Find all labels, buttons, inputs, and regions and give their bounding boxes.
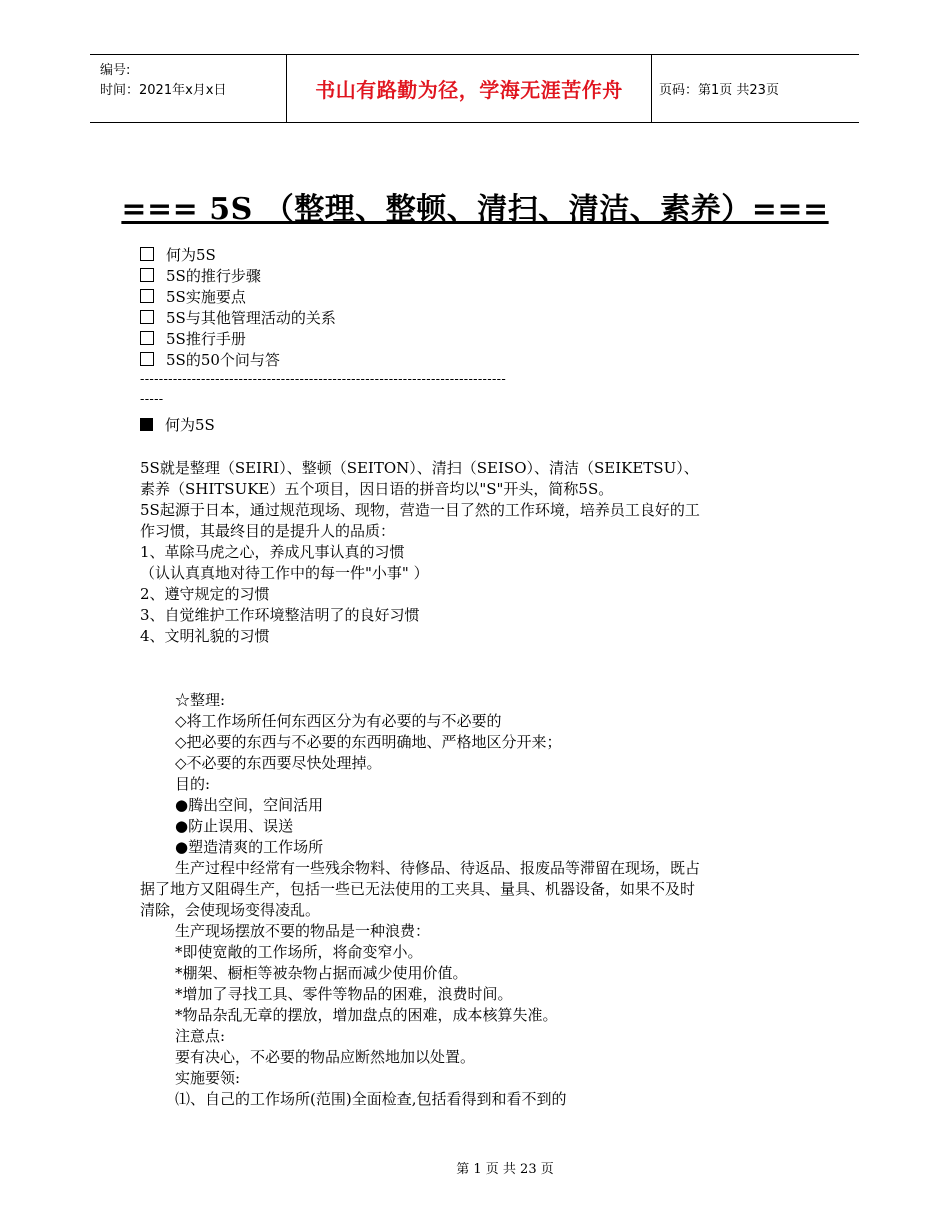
intro-line: 4、文明礼貌的习惯 <box>140 627 270 645</box>
impl-label: 实施要领: <box>175 1069 241 1087</box>
intro-line: （认认真真地对待工作中的每一件"小事" ） <box>140 564 429 582</box>
checkbox-icon <box>140 289 154 303</box>
toc-item[interactable]: 5S与其他管理活动的关系 <box>140 308 336 328</box>
time-label: 时间：2021年x月x日 <box>100 83 227 98</box>
seiri-point: ◇把必要的东西与不必要的东西明确地、严格地区分开来； <box>175 733 562 751</box>
purpose-label: 目的: <box>175 775 211 793</box>
intro-line: 5S就是整理（SEIRI）、整顿（SEITON）、清扫（SEISO）、清洁（SEIKETSU）、 <box>140 459 699 477</box>
divider-line: ------------------------------------------------------------------------------ <box>140 372 507 387</box>
waste-intro: 生产现场摆放不要的物品是一种浪费： <box>175 922 431 940</box>
filled-square-icon <box>140 418 153 431</box>
waste-item: *棚架、橱柜等被杂物占据而减少使用价值。 <box>175 964 468 982</box>
purpose-item: ●塑造清爽的工作场所 <box>175 838 324 856</box>
page-footer: 第 1 页 共 23 页 <box>456 1162 554 1177</box>
purpose-item: ●防止误用、误送 <box>175 817 294 835</box>
toc-item[interactable]: 5S实施要点 <box>140 287 246 307</box>
seiri-heading: ☆整理: <box>175 691 226 709</box>
divider-line-tail: ----- <box>140 392 164 407</box>
seiri-point: ◇不必要的东西要尽快处理掉。 <box>175 754 382 772</box>
checkbox-icon <box>140 247 154 261</box>
page-header <box>90 54 859 123</box>
checkbox-icon <box>140 352 154 366</box>
toc-item[interactable]: 5S推行手册 <box>140 329 246 349</box>
note-text: 要有决心，不必要的物品应断然地加以处置。 <box>175 1048 476 1066</box>
toc-item[interactable]: 5S的50个问与答 <box>140 350 280 370</box>
waste-item: *物品杂乱无章的摆放，增加盘点的困难，成本核算失准。 <box>175 1006 558 1024</box>
header-meta <box>90 55 286 122</box>
header-motto-cell <box>286 55 652 122</box>
toc-item[interactable]: 何为5S <box>140 245 216 265</box>
checkbox-icon <box>140 268 154 282</box>
document-title: === 5S （整理、整顿、清扫、清洁、素养）=== <box>121 192 829 227</box>
intro-line: 素养（SHITSUKE）五个项目，因日语的拼音均以"S"开头，简称5S。 <box>140 480 614 498</box>
intro-line: 5S起源于日本，通过规范现场、现物，营造一目了然的工作环境，培养员工良好的工 <box>140 501 700 519</box>
purpose-item: ●腾出空间，空间活用 <box>175 796 324 814</box>
note-label: 注意点: <box>175 1027 226 1045</box>
intro-line: 3、自觉维护工作环境整洁明了的良好习惯 <box>140 606 420 624</box>
seiri-point: ◇将工作场所任何东西区分为有必要的与不必要的 <box>175 712 502 730</box>
header-motto: 书山有路勤为径，学海无涯苦作舟 <box>315 78 623 102</box>
header-page-info: 页码：第1页 共23页 <box>659 83 779 98</box>
checkbox-icon <box>140 310 154 324</box>
waste-item: *即使宽敞的工作场所，将俞变窄小。 <box>175 943 423 961</box>
impl-item: ⑴、自己的工作场所(范围)全面检查,包括看得到和看不到的 <box>175 1090 567 1108</box>
paragraph-line: 据了地方又阻碍生产，包括一些已无法使用的工夹具、量具、机器设备，如果不及时 <box>140 880 696 898</box>
paragraph-line: 清除，会使现场变得凌乱。 <box>140 901 321 919</box>
number-label: 编号: <box>100 63 131 78</box>
toc-item[interactable]: 5S的推行步骤 <box>140 266 261 286</box>
section-heading: 何为5S <box>140 415 215 435</box>
intro-line: 2、遵守规定的习惯 <box>140 585 270 603</box>
waste-item: *增加了寻找工具、零件等物品的困难，浪费时间。 <box>175 985 513 1003</box>
intro-line: 1、革除马虎之心，养成凡事认真的习惯 <box>140 543 405 561</box>
checkbox-icon <box>140 331 154 345</box>
paragraph-line: 生产过程中经常有一些残余物料、待修品、待返品、报废品等滞留在现场，既占 <box>175 859 701 877</box>
intro-line: 作习惯，其最终目的是提升人的品质： <box>140 522 396 540</box>
